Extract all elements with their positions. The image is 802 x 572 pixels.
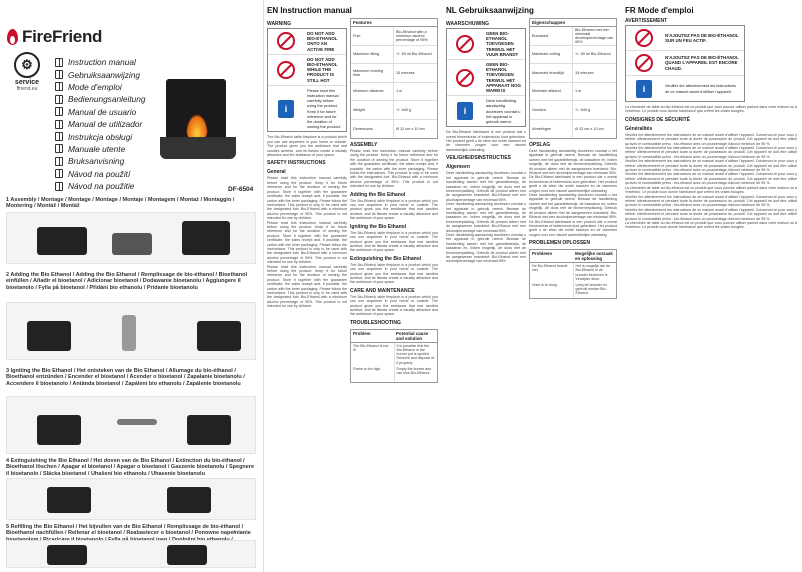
step-3-caption: 3 Igniting the Bio Ethanol / Het ontsteken van de Bio Ethanol / Allumage du bio-éthanol / Bioethanol entzünden / Encender el bioetanol / Acender o bioetanol / Zapalanie bioetanolu / Accendere il bioetanolo / Antända bioetanol / Zapálení bio ethanolu / Zapálenie bioetanolu [6,368,245,387]
nl-general-text-3: Deze handleiding aandachtig doorlezen voordat u het apparaat in gebruik neemt. Bewaar de handleiding samen met het garantiebewijs, de kassabon en, indien mogelijk, de doos met de binnenverpakking. Gebruik dit product alleen met de aangewezen brandstof: Bio-Ethanol met een alcoholpercentage van minimaal 95%. [446,232,526,264]
fr-warning-box [625,25,745,102]
service-url: ffriend.eu [16,86,38,92]
fr-safety-heading: CONSIGNES DE SÉCURITÉ [625,116,691,123]
book-icon [55,182,63,191]
en-trouble-table: Problem Potential cause and solution The Bio-Ethanol is not lit It is possible that the Bio-Ethanol in the burner pot is spoiled. Remove and dispose of it properly. Flame is too high Empty the burner and use less Bio-Ethanol. [350,329,438,383]
brand-name: FireFriend [22,27,103,46]
brand-logo [6,27,102,47]
fr-title: FR Mode d'emploi [625,6,694,15]
nl-storage-text-4: De Bio-Ethanol tafelhaard is een product dat u overal binnenshuis of buitenshuis kunt gebruiken. Het product geeft u de sfeer die echte kaarsen en de vlammen zorgen voor een visueel aantrekkelijke uitstraling. [529,219,617,237]
read-manual-icon: i [457,102,473,120]
nl-features-table: Eigenschappen Brandstof Bio-Ethanol met een minimaal alcoholpercentage van 95% Maximale vulling +/- 60 ml Bio-Ethanol Maximale brandtijd 15 minuten Minimale afstand 1 m Gewicht +/- 640 g Afmetingen Ø 12 cm x 10 cm [529,18,617,139]
en-safety-heading: SAFETY INSTRUCTIONS [267,160,326,167]
step-4-illustration [6,478,256,520]
en-warn-2: DO NOT ADD BIO-ETHANOL WHILE THE PRODUCT IS STILL HOT [307,56,338,83]
model-number: DF-6504 [228,186,254,193]
en-igniting-heading: Igniting the Bio Ethanol [350,223,407,230]
fr-warn-2: N'AJOUTEZ PAS DE BIO-ÉTHANOL QUAND L'APPAREIL EST ENCORE CHAUD. [665,55,739,71]
en-intro: The Bio-Ethanol table fireplace is a product which you can use anywhere in your home or outside. The product gives you the ambiance that real candles achieve, and its flames create a visually attractive and fire ambiance of your space. [267,135,347,158]
book-icon [55,157,63,166]
cover-page [0,0,263,572]
fr-intro: La cheminée de table au bio-éthanol est un produit que vous pouvez utiliser partout dans votre maison ou à l'extérieur. Le produit vous donne l'ambiance que créent les vraies bougies. [625,105,797,114]
en-features-table: Features Fuel Bio-Ethanol with a minimum alcohol percentage of 95% Maximum filling +/- 60 ml Bio-Ethanol Maximum burning time 15 minutes Minimum distance 1 m Weight +/- 640 g Dimensions Ø 12 cm x 10 cm [350,18,438,139]
feature-row: Fuel Bio-Ethanol with a minimum alcohol percentage of 95% [351,27,437,46]
nl-warning-label: WAARSCHUWING [446,21,490,27]
feature-row: Maximum burning time 15 minutes [351,64,437,83]
feature-row: Gewicht +/- 640 g [530,101,616,120]
book-icon [55,58,63,67]
manual-link-9: Návod na použití [55,168,165,180]
flame-icon [6,28,19,46]
fr-general-text-7: Veuillez lire attentivement les instructions de ce manuel avant d'utiliser l'appareil. Conservez-le pour vous y référer ultérieurement et pendant toute la durée de possession du produit. Cet appareil ne doit être utilisé qu'avec le combustible prévu : bio-éthanol avec un pourcentage d'alcool minimum de 95 %. [625,207,797,221]
feature-row: Maximale vulling +/- 60 ml Bio-Ethanol [530,46,616,65]
en-care-text: The Bio-Ethanol table fireplace is a product which you can use anywhere in your home or outside. The product gives you the ambiance that real candles achieve, and its flames create a visually attractive and fire ambiance of your space. [350,294,438,317]
feature-row: Dimensions Ø 12 cm x 10 cm [351,120,437,139]
en-care-heading: CARE AND MAINTENANCE [350,287,415,294]
manual-link-2: Mode d'emploi [55,81,165,93]
en-trouble-heading: TROUBLESHOOTING [350,319,401,326]
read-manual-icon: i [636,80,652,98]
nl-title: NL Gebruiksaanwijzing [446,6,534,15]
manual-link-1: Gebruiksaanwijzing [55,68,165,80]
manual-link-0: Instruction manual [55,56,165,68]
fr-general-text-6: Veuillez lire attentivement les instructions de ce manuel avant d'utiliser l'appareil. Conservez-le pour vous y référer ultérieurement et pendant toute la durée de possession du produit. Cet appareil ne doit être utilisé qu'avec le combustible prévu : bio-éthanol avec un pourcentage d'alcool minimum de 95 %. [625,194,797,208]
nl-storage-text-2: De Bio-Ethanol tafelhaard is een product dat u overal binnenshuis of buitenshuis kunt gebruiken. Het product geeft u de sfeer die echte kaarsen en de vlammen zorgen voor een visueel aantrekkelijke uitstraling. [529,175,617,193]
fr-general-text-3: Veuillez lire attentivement les instructions de ce manuel avant d'utiliser l'appareil. Conservez-le pour vous y référer ultérieurement et pendant toute la durée de possession du produit. Cet appareil ne doit être utilisé qu'avec le combustible prévu : bio-éthanol avec un pourcentage d'alcool minimum de 95 %. [625,159,797,173]
nl-general-text-2: Deze handleiding aandachtig doorlezen voordat u het apparaat in gebruik neemt. Bewaar de handleiding samen met het garantiebewijs, de kassabon en, indien mogelijk, de doos met de binnenverpakking. Gebruik dit product alleen met de aangewezen brandstof: Bio-Ethanol met een alcoholpercentage van minimaal 95%. [446,202,526,233]
feature-row: Weight +/- 640 g [351,101,437,120]
fr-general-heading: Généralités [625,125,653,132]
fr-warn-1: N'AJOUTEZ PAS DE BIO-ÉTHANOL SUR UN FEU ACTIF. [665,32,739,43]
feature-row: Minimale afstand 1 m [530,83,616,102]
fr-warning-label: AVERTISSEMENT [625,18,668,24]
en-general-text-2: Please read this instruction manual carefully before using the product. Keep it for future reference and for the duration of owning the product. Store it together with the guarantee certificate, the sales receipt and, if possible, the carton with the inner packaging. Please follow the instructions. This product is only to be used with the designated fuel: Bio-Ethanol with a minimum alcohol percentage of 95%. This product is not intended for use by children. [267,220,347,265]
no-hot-icon [456,69,474,87]
en-adding-heading: Adding the Bio Ethanol [350,191,406,198]
book-icon [55,95,63,104]
fireplace-base [160,137,236,159]
nl-storage-text: Deze handleiding aandachtig doorlezen voordat u het apparaat in gebruik neemt. Bewaar de handleiding samen met het garantiebewijs, de kassabon en, indien mogelijk, de doos met de binnenverpakking. Gebruik dit product alleen met de aangewezen brandstof: Bio-Ethanol met een alcoholpercentage van minimaal 95%. [529,149,617,176]
en-general-heading: General [267,169,286,176]
nl-trouble-heading: PROBLEMEN OPLOSSEN [529,240,591,247]
en-adding-text: The Bio-Ethanol table fireplace is a product which you can use anywhere in your home or outside. The product gives you the ambiance that real candles achieve, and its flames create a visually attractive and fire ambiance of your space. [350,198,438,221]
manual-link-8: Bruksanvisning [55,155,165,167]
feature-row: Minimum distance 1 m [351,83,437,102]
en-title: EN Instruction manual [267,6,352,15]
step-3-illustration [6,396,256,454]
en-assembly-heading: ASSEMBLY [350,142,378,148]
book-icon [55,70,63,79]
manual-link-3: Bedienungsanleitung [55,93,165,105]
no-fire-icon [635,29,653,47]
fr-general-text-4: Veuillez lire attentivement les instructions de ce manuel avant d'utiliser l'appareil. Conservez-le pour vous y référer ultérieurement et pendant toute la durée de possession du produit. Cet appareil ne doit être utilisé qu'avec le combustible prévu : bio-éthanol avec un pourcentage d'alcool minimum de 95 %. [625,172,797,186]
fr-general-text-5: La cheminée de table au bio-éthanol est un produit que vous pouvez utiliser partout dans votre maison ou à l'extérieur. Le produit vous donne l'ambiance que créent les vraies bougies. [625,185,797,195]
manual-link-10: Návod na použitie [55,180,165,192]
product-image [143,58,253,180]
fr-warn-3: Veuillez lire attentivement les instructions de ce manuel avant d'utiliser l'appareil. [665,83,736,94]
book-icon [55,82,63,91]
no-fire-icon [456,35,474,53]
fr-column [625,6,797,230]
nl-warn-3: Deze handleiding aandachtig doorlezen voordat u het apparaat in gebruik neemt. [486,98,521,125]
en-warning-box [267,28,347,132]
feature-row: Maximum filling +/- 60 ml Bio-Ethanol [351,46,437,65]
fr-general-text: Veuillez lire attentivement les instructions de ce manuel avant d'utiliser l'appareil. Conservez-le pour vous y référer ultérieurement et pendant toute la durée de possession du produit. Cet appareil ne doit être utilisé qu'avec le combustible prévu : bio-éthanol avec un pourcentage d'alcool minimum de 95 %. [625,132,797,146]
step-1-illustration [6,212,256,264]
service-wrench-icon: ⚙ [14,52,40,78]
manual-link-4: Manual de usuario [55,106,165,118]
nl-general-text: Deze handleiding aandachtig doorlezen voordat u het apparaat in gebruik neemt. Bewaar de handleiding samen met het garantiebewijs, de kassabon en, indien mogelijk, de doos met de binnenverpakking. Gebruik dit product alleen met de aangewezen brandstof: Bio-Ethanol met een alcoholpercentage van minimaal 95%. [446,171,526,202]
book-icon [55,120,63,129]
service-badge [9,52,45,92]
feature-row: Brandstof Bio-Ethanol met een minimaal alcoholpercentage van 95% [530,27,616,46]
nl-warn-2: GEEN BIO-ETHANOL TOEVOEGEN TERWIJL HET APPARAAT NOG WARM IS [486,62,521,94]
feature-row: Maximale brandtijd 15 minuten [530,64,616,83]
step-2-caption: 2 Adding the Bio Ethanol / Adding the Bio Ethanol / Remplissage de bio-éthanol / Bioethanol einfüllen / Añadir el bioetanol / Adicionar bioetanol / Dodawanie bioetanolu / Aggiungere il bioetanolo / Fylla på bioetanol / Přidání bio ethanolu / Pridanie bioetanolu [6,272,247,291]
nl-general-heading: Algemeen [446,164,470,171]
nl-warn-1: GEEN BIO-ETHANOL TOEVOEGEN TERWIJL HET VUUR BRANDT [486,31,519,57]
book-icon [55,144,63,153]
feature-row: Afmetingen Ø 12 cm x 10 cm [530,120,616,139]
no-hot-icon [277,61,295,79]
en-general-text: Please read this instruction manual carefully before using the product. Keep it for future reference and for the duration of owning the product. Store it together with the guarantee certificate, the sales receipt and, if possible, the carton with the inner packaging. Please follow the instructions. This product is only to be used with the designated fuel: Bio-Ethanol with a minimum alcohol percentage of 95%. This product is not intended for use by children. [267,176,347,221]
nl-trouble-table: Probleem Mogelijke oorzaak en oplossing De Bio-Ethanol brandt niet Het is mogelijk dat de Bio-Ethanol in de brander bedorven is. Verwijder deze. Vlam is te hoog Leeg de brander en gebruik minder Bio-Ethanol. [529,249,617,299]
en-warn-3: Please read this instruction manual carefully before using the product. Keep it for future reference and for the duration of owning the product. [307,87,341,130]
service-label: service [14,79,40,86]
en-extinguish-text: The Bio-Ethanol table fireplace is a product which you can use anywhere in your home or outside. The product gives you the ambiance that real candles achieve, and its flames create a visually attractive and fire ambiance of your space. [350,262,438,285]
manual-text-page [263,0,801,572]
nl-storage-text-3: Deze handleiding aandachtig doorlezen voordat u het apparaat in gebruik neemt. Bewaar de handleiding samen met het garantiebewijs, de kassabon en, indien mogelijk, de doos met de binnenverpakking. Gebruik dit product alleen met de aangewezen brandstof: Bio-Ethanol met een alcoholpercentage van minimaal 95%. [529,193,617,220]
nl-warning-box [446,28,526,127]
manual-link-5: Manual de utilizador [55,118,165,130]
en-warning-label: WARNING [267,21,292,27]
step-5-illustration [6,540,256,568]
no-hot-icon [635,54,653,72]
step-1-caption: 1 Assembly / Montage / Montage / Montage / Montaje / Montagem / Montaż / Montaggio / Montering / Montáž / Montáž [6,197,235,210]
nl-column [446,6,618,299]
en-igniting-text: The Bio-Ethanol table fireplace is a product which you can use anywhere in your home or outside. The product gives you the ambiance that real candles achieve, and its flames create a visually attractive and fire ambiance of your space. [350,230,438,253]
nl-intro: De Bio-Ethanol tafelhaard is een product dat u overal binnenshuis of buitenshuis kunt gebruiken. Het product geeft u de sfeer die echte kaarsen en de vlammen zorgen voor een visueel aantrekkelijke uitstraling. [446,130,526,152]
en-extinguish-heading: Extinguishing the Bio Ethanol [350,255,422,262]
manual-link-6: Instrukcja obsługi [55,130,165,142]
fr-general-text-8: La cheminée de table au bio-éthanol est un produit que vous pouvez utiliser partout dans votre maison ou à l'extérieur. Le produit vous donne l'ambiance que créent les vraies bougies. [625,220,797,230]
en-assembly-text: Please read this instruction manual carefully before using the product. Keep it for future reference and for the duration of owning the product. Store it together with the guarantee certificate, the sales receipt and, if possible, the carton with the inner packaging. Please follow the instructions. This product is only to be used with the designated fuel: Bio-Ethanol with a minimum alcohol percentage of 95%. This product is not intended for use by children. [350,149,438,189]
book-icon [55,169,63,178]
en-general-text-3: Please read this instruction manual carefully before using the product. Keep it for future reference and for the duration of owning the product. Store it together with the guarantee certificate, the sales receipt and, if possible, the carton with the inner packaging. Please follow the instructions. This product is only to be used with the designated fuel: Bio-Ethanol with a minimum alcohol percentage of 95%. This product is not intended for use by children. [267,264,347,309]
book-icon [55,107,63,116]
en-column [267,6,439,383]
read-manual-icon: i [278,100,294,118]
fr-general-text-2: Veuillez lire attentivement les instructions de ce manuel avant d'utiliser l'appareil. Conservez-le pour vous y référer ultérieurement et pendant toute la durée de possession du produit. Cet appareil ne doit être utilisé qu'avec le combustible prévu : bio-éthanol avec un pourcentage d'alcool minimum de 95 %. [625,146,797,159]
step-2-illustration [6,302,256,360]
no-fire-icon [277,32,295,50]
en-warn-1: DO NOT ADD BIO-ETHANOL ONTO AN ACTIVE FIRE [307,31,338,52]
nl-storage-heading: OPSLAG [529,142,551,148]
step-4-caption: 4 Extinguishing the Bio Ethanol / Het doven van de Bio Ethanol / Extinction du bio-éthanol / Bioethanol löschen / Apagar el bioetanol / Apagar o bioetanol / Gaszenie bioetanolu / Spegnere il bioetanolo / Släcka bioetanol / Uhašení bio ethanolu / Uhasenie bioetanolu [6,458,255,477]
manual-link-7: Manuale utente [55,143,165,155]
step-5-caption: 5 Refilling the Bio Ethanol / Het bijvullen van de Bio Ethanol / Remplissage de bio-éthanol / Bioethanol nachfüllen / Rellenar el bioetanol / Reabastecer o bioetanol / Ponowne napełnianie [6,524,251,537]
nl-safety-heading: VEILIGHEIDSINSTRUCTIES [446,155,512,162]
book-icon [55,132,63,141]
